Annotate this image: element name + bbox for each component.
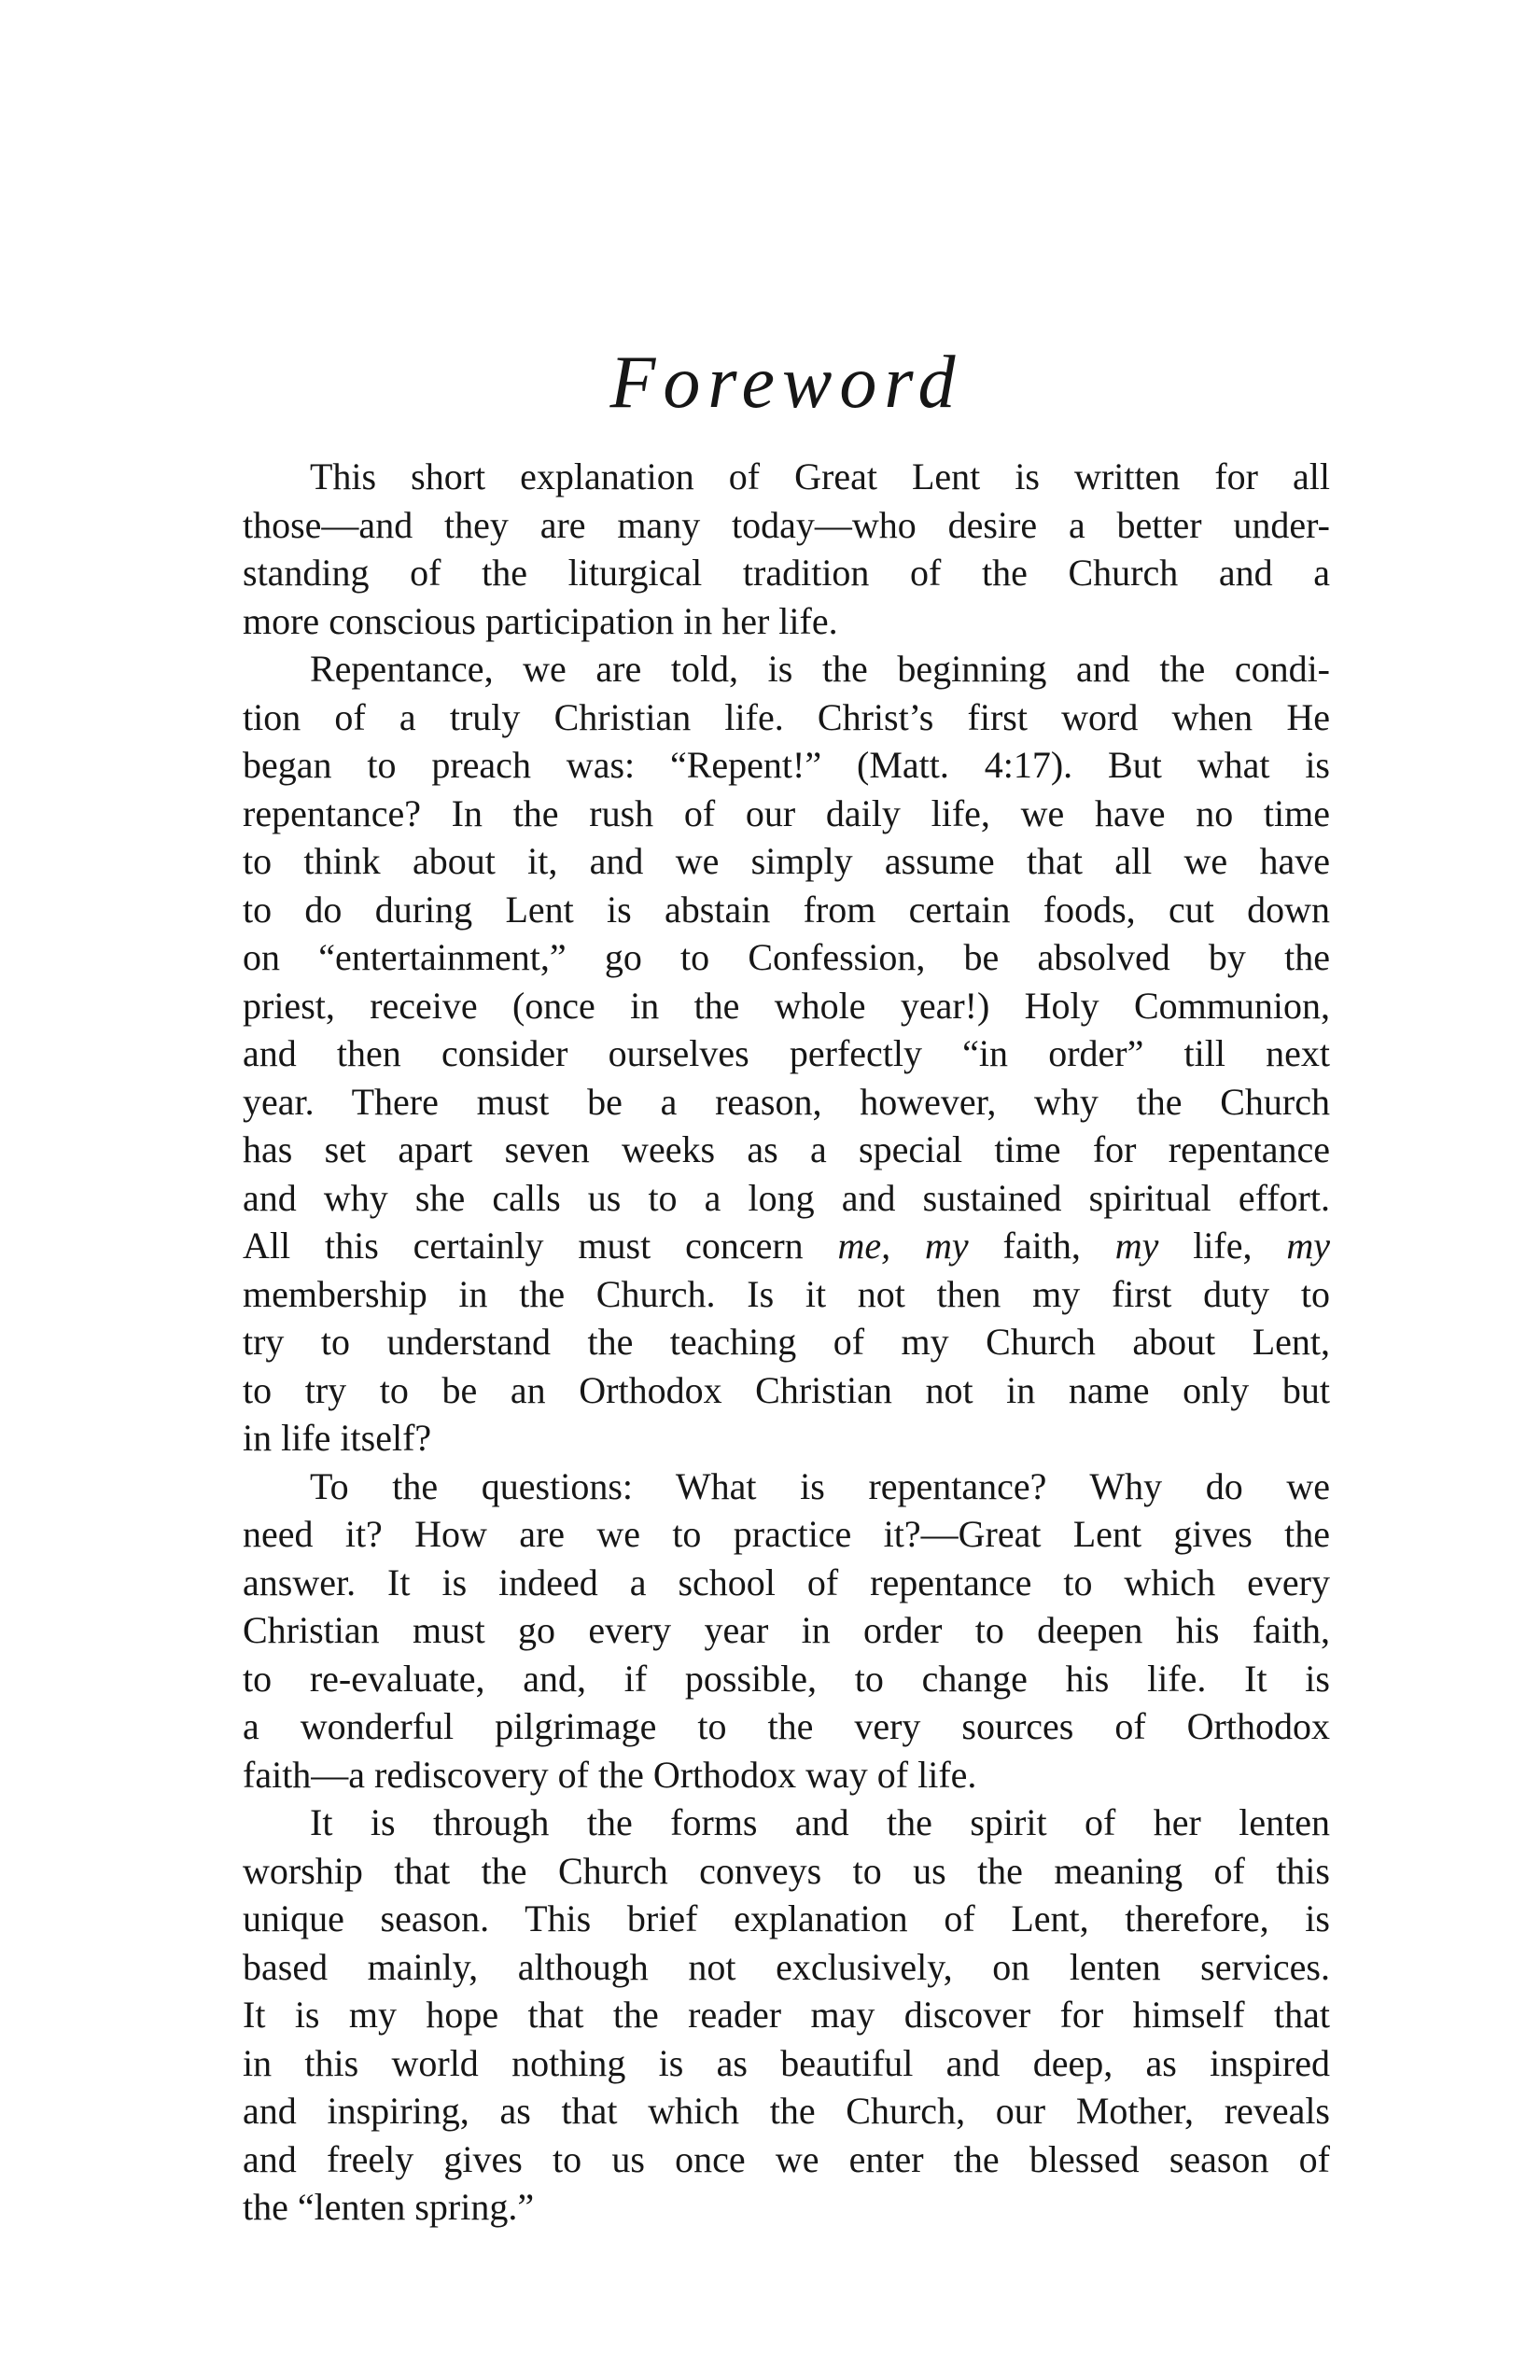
text-line: It is through the forms and the spirit of her lenten <box>310 1801 1330 1843</box>
paragraph <box>243 1799 1330 2232</box>
text-line: to try to be an Orthodox Christian not in name only but <box>243 1368 1330 1411</box>
paragraph <box>243 453 1330 645</box>
text-line: in this world nothing is as beautiful and deep, as inspired <box>243 2041 1330 2084</box>
paragraph <box>243 645 1330 1463</box>
text-line: began to preach was: “Repent!” (Matt. 4:17). But what is <box>243 744 1330 786</box>
text-line: a wonderful pilgrimage to the very sources of Orthodox <box>243 1705 1330 1747</box>
text-line: to re-evaluate, and, if possible, to change his life. It is <box>243 1657 1330 1700</box>
text-line: unique season. This brief explanation of Lent, therefore, is <box>243 1897 1330 1939</box>
text-line: tion of a truly Christian life. Christ’s first word when He <box>243 695 1330 738</box>
text-line: answer. It is indeed a school of repentance to which every <box>243 1561 1330 1603</box>
text-line: based mainly, although not exclusively, on lenten services. <box>243 1945 1330 1988</box>
text-line: This short explanation of Great Lent is written for all <box>310 455 1330 497</box>
text-line: and freely gives to us once we enter the blessed season of <box>243 2137 1330 2180</box>
text-line: membership in the Church. Is it not then my first duty to <box>243 1272 1330 1315</box>
text-line: To the questions: What is repentance? Why do we <box>310 1464 1330 1507</box>
text-line: repentance? In the rush of our daily life, we have no time <box>243 791 1330 834</box>
text-line: and inspiring, as that which the Church, our Mother, reveals <box>243 2090 1330 2132</box>
text-line: year. There must be a reason, however, why the Church <box>243 1080 1330 1123</box>
paragraph <box>243 1463 1330 1799</box>
text-line: on “entertainment,” go to Confession, be absolved by the <box>243 936 1330 978</box>
text-line: It is my hope that the reader may discover for himself that <box>243 1994 1330 2036</box>
text-line: has set apart seven weeks as a special time for repentance <box>243 1128 1330 1170</box>
text-line: worship that the Church conveys to us the meaning of this <box>243 1849 1330 1892</box>
text-line: and then consider ourselves perfectly “in order” till next <box>243 1032 1330 1074</box>
text-line: All this certainly must concern me, my faith, my life, my <box>243 1225 1331 1267</box>
text-line: to think about it, and we simply assume that all we have <box>243 840 1330 882</box>
text-line: priest, receive (once in the whole year!) Holy Communion, <box>243 984 1330 1027</box>
text-line: the “lenten spring.” <box>243 2186 535 2228</box>
foreword-text-block <box>243 453 1330 2232</box>
text-line: faith—a rediscovery of the Orthodox way of life. <box>243 1753 977 1796</box>
text-line: standing of the liturgical tradition of the Church and a <box>243 552 1330 594</box>
text-line: Christian must go every year in order to deepen his faith, <box>243 1609 1330 1651</box>
text-line: try to understand the teaching of my Church about Lent, <box>243 1321 1330 1363</box>
text-line: those—and they are many today—who desire a better under- <box>243 503 1330 546</box>
text-line: Repentance, we are told, is the beginning and the condi- <box>310 648 1330 690</box>
page-title: Foreword <box>609 342 963 424</box>
text-line: in life itself? <box>243 1417 432 1459</box>
text-line: to do during Lent is abstain from certain foods, cut down <box>243 888 1330 931</box>
text-line: and why she calls us to a long and sustained spiritual effort. <box>243 1176 1330 1219</box>
text-line: need it? How are we to practice it?—Great Lent gives the <box>243 1513 1330 1555</box>
text-line: more conscious participation in her life. <box>243 599 838 642</box>
